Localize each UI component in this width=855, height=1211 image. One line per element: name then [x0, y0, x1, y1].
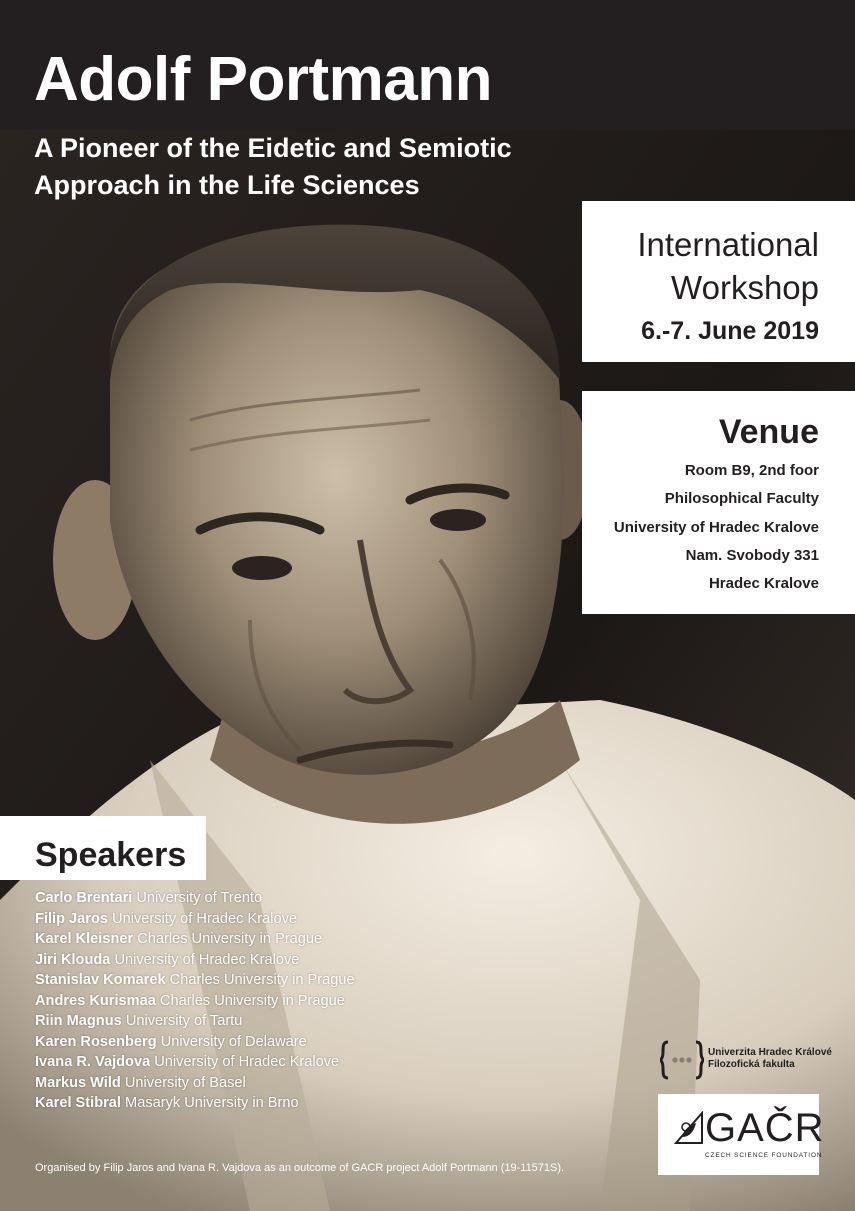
speaker-affiliation: University of Delaware — [160, 1033, 307, 1050]
workshop-title-line-1: International — [637, 226, 819, 263]
speaker-name: Jiri Klouda — [35, 951, 111, 968]
workshop-title-line-2: Workshop — [671, 269, 819, 306]
venue-city: Hradec Kralove — [708, 575, 819, 593]
speaker-item — [35, 888, 355, 909]
workshop-date: 6.-7. June 2019 — [641, 317, 819, 345]
speaker-item — [35, 929, 355, 950]
speaker-name: Karen Rosenberg — [35, 1033, 157, 1050]
speaker-name: Filip Jaros — [35, 910, 108, 927]
speaker-item — [35, 991, 355, 1012]
venue-street: Nam. Svobody 331 — [685, 546, 819, 564]
gacr-emblem-icon — [674, 1111, 704, 1145]
footer-note: Organised by Filip Jaros and Ivana R. Vajdova as an outcome of GACR project Adolf Portmann (19-11571S). — [35, 1162, 565, 1174]
speakers-heading: Speakers — [35, 836, 187, 874]
speaker-name: Karel Kleisner — [35, 931, 134, 947]
speaker-affiliation: Charles University in Prague — [137, 931, 323, 947]
speaker-affiliation: Masaryk University in Brno — [125, 1095, 299, 1111]
subtitle-line-1: A Pioneer of the Eidetic and Semiotic — [34, 133, 512, 163]
speaker-item — [35, 1073, 355, 1094]
venue-faculty: Philosophical Faculty — [664, 490, 819, 508]
speaker-affiliation: University of Basel — [124, 1074, 246, 1091]
speaker-item — [35, 970, 355, 991]
speaker-item — [35, 1011, 355, 1032]
speaker-affiliation: Charles University in Prague — [159, 992, 345, 1009]
speaker-affiliation: University of Hradec Kralove — [112, 910, 297, 927]
speakers-heading-box — [0, 816, 206, 880]
speaker-affiliation: University of Trento — [136, 890, 263, 906]
speaker-affiliation: University of Tartu — [125, 1013, 243, 1029]
speaker-affiliation: University of Hradec Kralove — [154, 1054, 340, 1070]
speaker-affiliation: Charles University in Prague — [169, 972, 355, 988]
subtitle-line-2: Approach in the Life Sciences — [34, 170, 420, 200]
venue-heading: Venue — [718, 413, 819, 451]
speaker-name: Riin Magnus — [35, 1013, 122, 1029]
uhk-logo-text — [708, 1047, 832, 1071]
speaker-name: Stanislav Komarek — [35, 972, 166, 988]
uhk-logo — [660, 1040, 832, 1080]
speaker-affiliation: University of Hradec Kralove — [114, 951, 300, 968]
speaker-name: Markus Wild — [35, 1074, 121, 1091]
gacr-name: GAČR — [705, 1106, 825, 1150]
speaker-item — [35, 909, 355, 930]
speaker-name: Ivana R. Vajdova — [35, 1054, 151, 1070]
speaker-name: Carlo Brentari — [35, 890, 133, 906]
workshop-title — [592, 223, 819, 309]
speaker-item — [35, 1032, 355, 1053]
curly-braces-dots-icon — [660, 1040, 704, 1080]
speaker-name: Karel Stibral — [35, 1095, 121, 1111]
gacr-logo — [658, 1094, 825, 1175]
speaker-name: Andres Kurismaa — [35, 992, 156, 1009]
speaker-item — [35, 1093, 355, 1114]
workshop-box — [582, 201, 855, 362]
poster-title: Adolf Portmann — [34, 45, 492, 114]
speaker-item — [35, 950, 355, 971]
speaker-item — [35, 1052, 355, 1073]
uhk-university: Univerzita Hradec Králové — [708, 1047, 832, 1058]
gacr-tagline: CZECH SCIENCE FOUNDATION — [705, 1152, 823, 1159]
venue-university: University of Hradec Kralove — [613, 518, 819, 536]
venue-box — [582, 391, 855, 614]
venue-room: Room B9, 2nd foor — [684, 462, 819, 479]
uhk-faculty: Filozofická fakulta — [708, 1059, 795, 1070]
speakers-list — [35, 888, 355, 1114]
poster-subtitle — [34, 130, 634, 204]
